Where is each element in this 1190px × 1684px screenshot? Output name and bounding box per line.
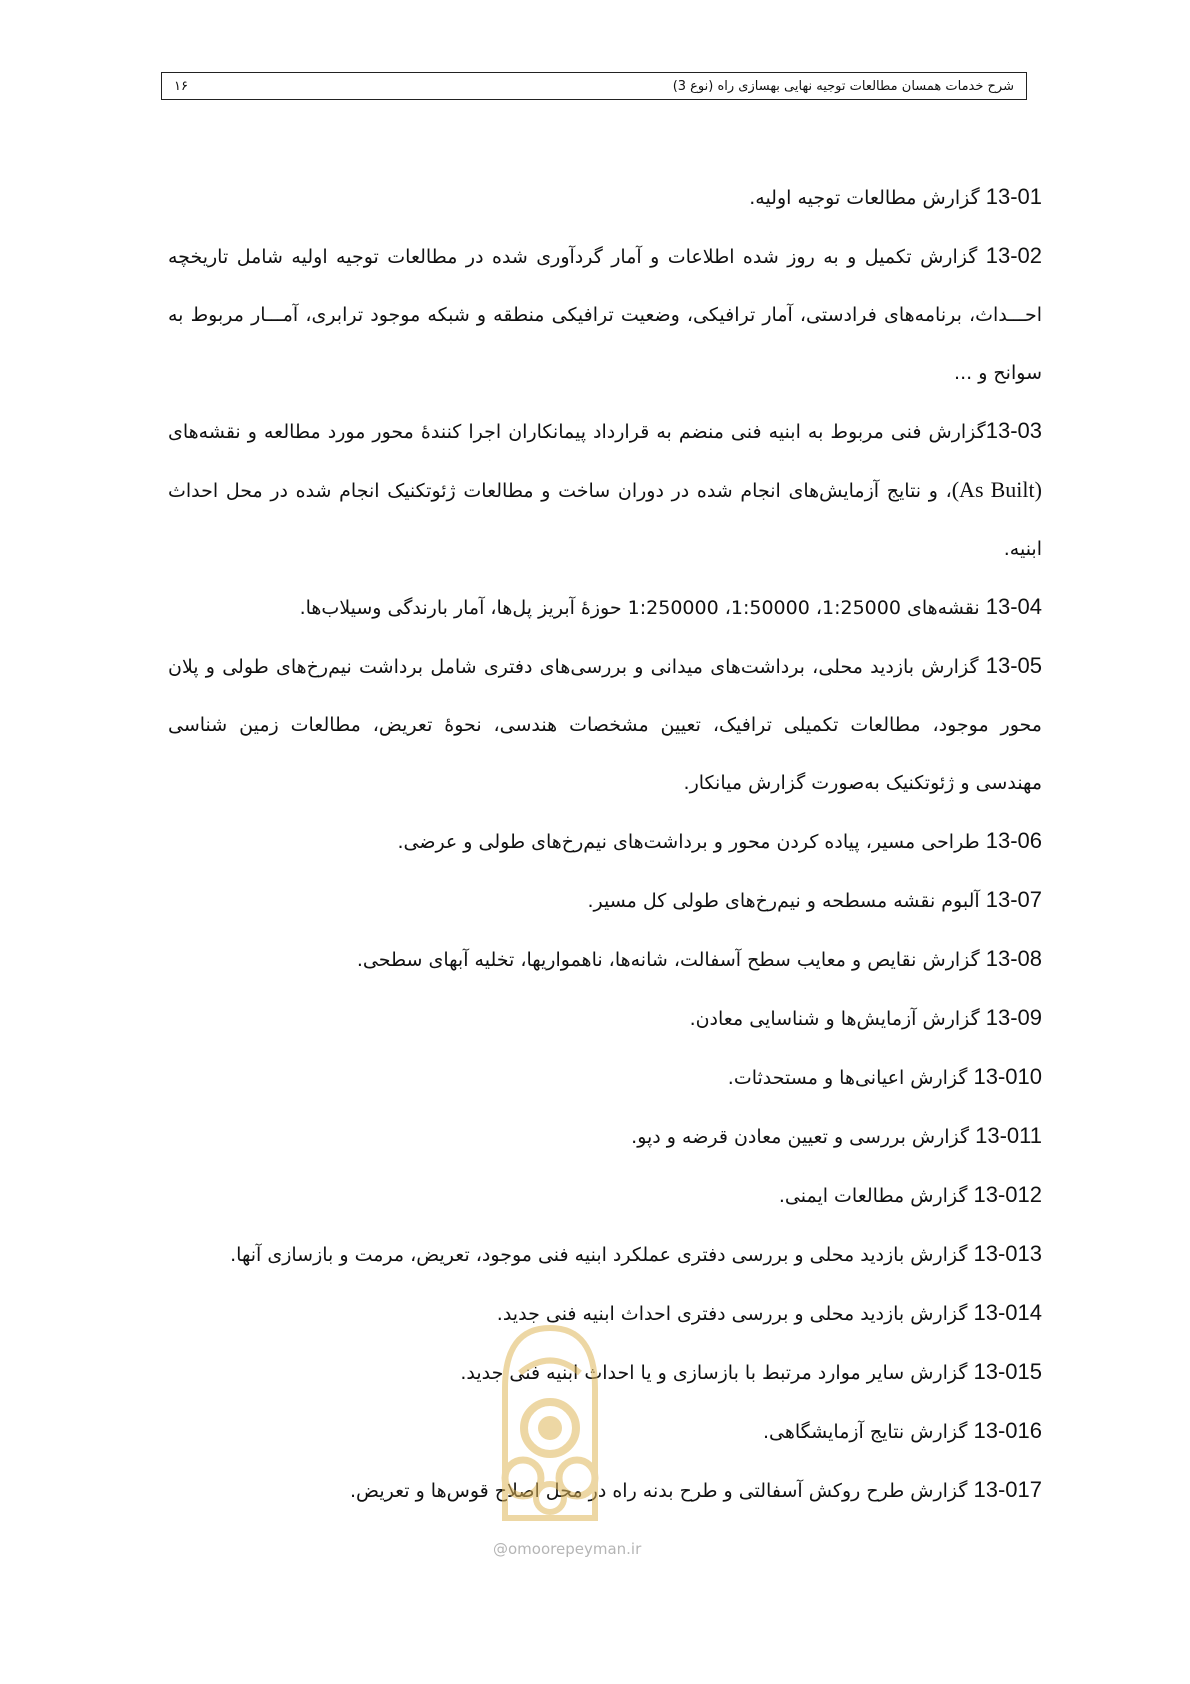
item-text-continued: ، و نتایج آزمایش‌های انجام شده در دوران ساخت و مطالعات ژئوتکنیک انجام شده در محل احداث ابنیه.	[168, 480, 1042, 560]
list-item	[168, 1284, 1042, 1343]
item-number: 13-09	[985, 1005, 1042, 1030]
item-text: گزارش بازدید محلی و بررسی دفتری عملکرد ابنیه فنی موجود، تعریض، مرمت و بازسازی آنها.	[230, 1244, 974, 1266]
item-number: 13-06	[985, 828, 1042, 853]
item-number: 13-04	[985, 594, 1042, 619]
item-number: 13-013	[973, 1241, 1042, 1266]
item-text: گزارش نتایج آزمایشگاهی.	[762, 1421, 974, 1443]
list-item	[168, 227, 1042, 402]
document-body	[168, 168, 1042, 1520]
item-number: 13-03	[985, 418, 1042, 443]
item-number: 13-017	[973, 1477, 1042, 1502]
item-number: 13-05	[985, 653, 1042, 678]
item-number: 13-010	[973, 1064, 1042, 1089]
list-item	[168, 812, 1042, 871]
item-number: 13-012	[973, 1182, 1042, 1207]
item-number: 13-011	[975, 1123, 1042, 1148]
item-text: گزارش نقایص و معایب سطح آسفالت، شانه‌ها، ناهمواریها، تخلیه آبهای سطحی.	[356, 949, 986, 971]
item-text: آلبوم نقشه مسطحه و نیم‌رخ‌های طولی کل مسیر.	[587, 890, 986, 912]
item-number: 13-02	[985, 243, 1042, 268]
header-title: شرح خدمات همسان مطالعات توجیه نهایی بهسازی راه (نوع 3)	[672, 78, 1014, 94]
item-text: گزارش بازدید محلی، برداشت‌های میدانی و بررسی‌های دفتری شامل برداشت نیم‌رخ‌های طولی و پلان محور موجود، مطالعات تکمیلی ترافیک، تعیین مشخصات هندسی، نحوهٔ تعریض، مطالعات زمین شناسی مهندسی و ژئوتکنیک به‌صورت گزارش میانکار.	[168, 656, 1042, 794]
list-item	[168, 1343, 1042, 1402]
item-text: گزارش فنی مربوط به ابنیه فنی منضم به قرارداد پیمانکاران اجرا کنندهٔ محور مورد مطالعه و نقشه‌های	[168, 421, 986, 443]
item-text: نقشه‌های 1:25000، 1:50000، 1:250000 حوزهٔ آبریز پل‌ها، آمار بارندگی وسیلاب‌ها.	[299, 597, 986, 619]
list-item	[168, 1225, 1042, 1284]
item-text: گزارش آزمایش‌ها و شناسایی معادن.	[689, 1008, 986, 1030]
item-text: گزارش تکمیل و به روز شده اطلاعات و آمار گردآوری شده در مطالعات توجیه اولیه شامل تاریخچه احـــداث، برنامه‌های فرادستی، آمار ترافیکی، وضعیت ترافیکی منطقه و شبکه موجود ترابری، آمـــار مربوط به سوانح و ...	[168, 246, 1042, 384]
list-item	[168, 1048, 1042, 1107]
list-item	[168, 1107, 1042, 1166]
page-header	[161, 72, 1027, 100]
watermark-text: @omoorepeyman.ir	[493, 1540, 642, 1558]
item-number: 13-014	[973, 1300, 1042, 1325]
list-item	[168, 989, 1042, 1048]
list-item	[168, 168, 1042, 227]
item-text: گزارش سایر موارد مرتبط با بازسازی و یا احداث ابنیه فنی جدید.	[460, 1362, 974, 1384]
item-number: 13-08	[985, 946, 1042, 971]
item-number: 13-015	[973, 1359, 1042, 1384]
list-item	[168, 1166, 1042, 1225]
item-text: گزارش بازدید محلی و بررسی دفتری احداث ابنیه فنی جدید.	[496, 1303, 974, 1325]
list-item	[168, 578, 1042, 637]
list-item	[168, 871, 1042, 930]
item-text: گزارش مطالعات توجیه اولیه.	[749, 187, 986, 209]
item-number: 13-01	[985, 184, 1042, 209]
list-item	[168, 1402, 1042, 1461]
item-text: گزارش مطالعات ایمنی.	[778, 1185, 974, 1207]
item-text: گزارش طرح روکش آسفالتی و طرح بدنه راه در محل اصلاح قوس‌ها و تعریض.	[350, 1480, 974, 1502]
list-item	[168, 402, 1042, 578]
item-text: طراحی مسیر، پیاده کردن محور و برداشت‌های نیم‌رخ‌های طولی و عرضی.	[397, 831, 986, 853]
watermark-at-icon: @	[493, 1540, 508, 1558]
list-item	[168, 637, 1042, 812]
list-item	[168, 930, 1042, 989]
page-number: ۱۶	[174, 78, 188, 94]
item-text: گزارش اعیانی‌ها و مستحدثات.	[727, 1067, 974, 1089]
list-item	[168, 1461, 1042, 1520]
item-number: 13-016	[973, 1418, 1042, 1443]
item-text: گزارش بررسی و تعیین معادن قرضه و دپو.	[631, 1126, 976, 1148]
item-latin-term: (As Built)	[951, 477, 1042, 502]
item-number: 13-07	[985, 887, 1042, 912]
